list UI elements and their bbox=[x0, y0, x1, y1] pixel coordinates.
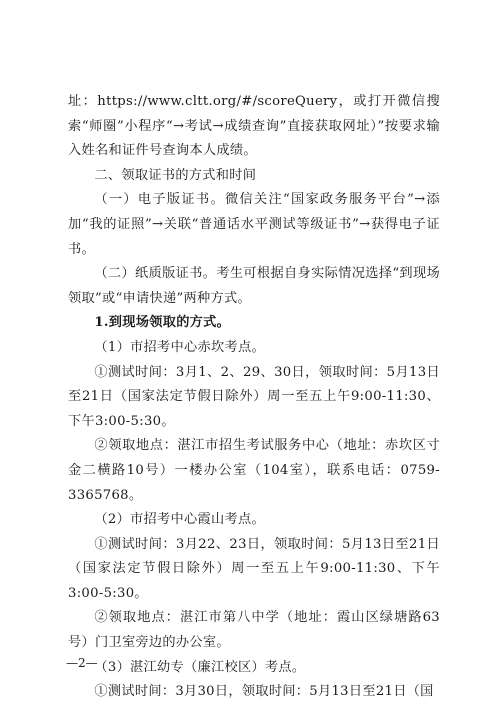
paragraph-xiashan-site: （2）市招考中心霞山考点。 bbox=[94, 512, 265, 528]
page-number: —2— bbox=[66, 656, 98, 670]
paragraph-chikan-location: ②领取地点：湛江市招生考试服务中心（地址：赤坎区寸金二横路10号）一楼办公室（104室），联系电话：0759-3365768。 bbox=[68, 438, 440, 503]
subheading-onsite-collection: 1.到现场领取的方式。 bbox=[94, 315, 231, 331]
paragraph-chikan-site: （1）市招考中心赤坎考点。 bbox=[94, 339, 265, 355]
paragraph-xiashan-time: ①测试时间：3月22、23日，领取时间：5月13日至21日（国家法定节假日除外）周一至五上午9:00-11:30、下午3:00-5:30。 bbox=[68, 536, 440, 601]
paragraph-xiashan-location: ②领取地点：湛江市第八中学（地址：霞山区绿塘路63号）门卫室旁边的办公室。 bbox=[68, 610, 440, 651]
document-body bbox=[68, 90, 440, 705]
paragraph-lianjiang-time: ①测试时间：3月30日，领取时间：5月13日至21日（国 bbox=[94, 684, 434, 700]
paragraph-query-url: 址：https://www.cltt.org/#/scoreQuery，或打开微信搜索“师圈”小程序“→考试→成绩查询”直接获取网址）”按要求输入姓名和证件号查询本人成绩。 bbox=[68, 94, 440, 159]
section-heading-certificate: 二、领取证书的方式和时间 bbox=[94, 167, 257, 183]
paragraph-chikan-time: ①测试时间：3月1、2、29、30日，领取时间：5月13日至21日（国家法定节假日除外）周一至五上午9:00-11:30、下午3:00-5:30。 bbox=[68, 364, 440, 429]
paragraph-electronic-certificate: （一）电子版证书。微信关注“国家政务服务平台”→添加“我的证照”→关联“普通话水平测试等级证书”→获得电子证书。 bbox=[68, 192, 440, 257]
paragraph-paper-certificate: （二）纸质版证书。考生可根据自身实际情况选择“到现场领取”或“申请快递”两种方式。 bbox=[68, 266, 440, 306]
paragraph-lianjiang-site: （3）湛江幼专（廉江校区）考点。 bbox=[94, 659, 306, 675]
